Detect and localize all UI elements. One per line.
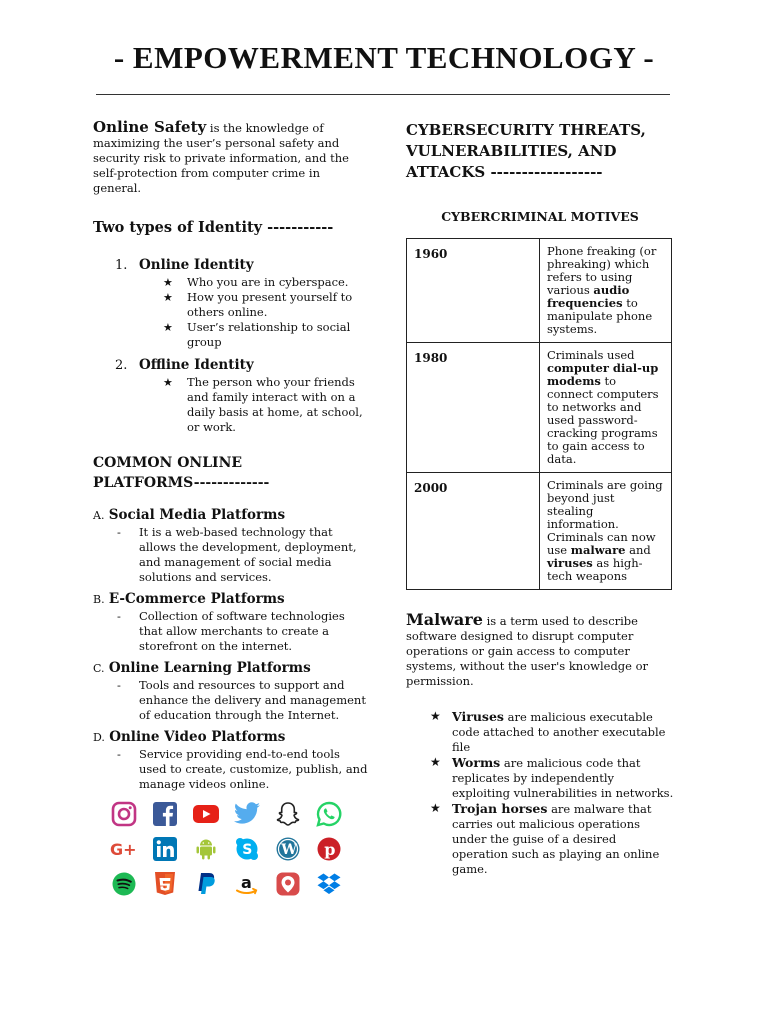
identity-item-online: [115, 254, 368, 350]
platform-letter: C.: [93, 662, 105, 675]
star-bullet-icon: ★: [430, 801, 441, 815]
linkedin-icon: [151, 835, 179, 863]
pinterest-icon: [315, 835, 343, 863]
malware-type-term: Viruses: [452, 709, 504, 724]
motive-year: 1980: [407, 343, 540, 473]
online-safety-definition: is the knowledge of maximizing the user’s personal safety and security risk to private information, and the self-protection from computer crime in general.: [93, 121, 349, 195]
platform-social-media: [93, 507, 368, 585]
google-plus-icon: [110, 835, 138, 863]
list-item: [430, 801, 674, 877]
platforms-heading: COMMON ONLINE PLATFORMS-------------: [93, 455, 270, 491]
list-item: - It is a web-based technology that allows the development, deployment, and management of social media solutions and services.: [117, 525, 357, 584]
facebook-icon: [151, 800, 179, 828]
platform-letter: D.: [93, 731, 105, 744]
platform-label: Social Media Platforms: [108, 507, 286, 523]
malware-term: Malware: [406, 610, 483, 629]
identity-points: [115, 375, 368, 435]
motives-table: [406, 238, 672, 590]
identity-number: 1.: [115, 258, 128, 273]
motive-description: [540, 343, 672, 473]
platform-letter: B.: [93, 593, 105, 606]
motive-description: [540, 473, 672, 590]
list-item: [163, 290, 368, 320]
motive-text: to connect computers to networks and used password-cracking programs to gain access to data.: [547, 374, 659, 466]
motive-keyword: viruses: [547, 556, 593, 570]
left-column: [93, 120, 368, 798]
online-safety-paragraph: [93, 120, 368, 196]
table-row: [407, 473, 672, 590]
android-icon: [192, 835, 220, 863]
platform-label: Online Learning Platforms: [108, 660, 311, 676]
list-item: - Collection of software technologies that allow merchants to create a storefront on the internet.: [117, 609, 345, 653]
svg-text:W: W: [281, 842, 298, 858]
table-row: [407, 343, 672, 473]
list-item: - Service providing end-to-end tools used to create, customize, publish, and manage videos online.: [117, 747, 368, 791]
malware-type-term: Worms: [452, 755, 501, 770]
identity-list: [93, 254, 368, 435]
malware-type-desc: are malicious code that replicates by independently exploiting vulnerabilities in networks.: [452, 756, 674, 800]
platform-online-video: [93, 729, 368, 792]
motive-text: Phone freaking (or phreaking) which refers to using various: [547, 244, 657, 297]
identity-item-offline: [115, 354, 368, 435]
identity-label: Online Identity: [139, 257, 254, 273]
motives-heading: CYBERCRIMINAL MOTIVES: [441, 209, 639, 224]
spotify-icon: [110, 870, 138, 898]
twitter-icon: [233, 800, 261, 828]
point-text: Who you are in cyberspace.: [187, 275, 349, 289]
identity-label: Offline Identity: [139, 357, 254, 373]
periscope-icon: [274, 870, 302, 898]
platform-letter: A.: [93, 509, 105, 522]
motive-keyword: audio frequencies: [547, 283, 630, 310]
motive-keyword: malware: [570, 543, 626, 557]
table-row: [407, 239, 672, 343]
right-column: [406, 120, 674, 877]
online-safety-term: Online Safety: [93, 118, 207, 136]
identity-number: 2.: [115, 358, 128, 373]
svg-text:p: p: [324, 840, 336, 859]
svg-text:a: a: [241, 873, 252, 892]
social-icons-grid: [110, 800, 350, 905]
list-item: [430, 755, 674, 801]
malware-type-desc: are malware that carries out malicious operations under the guise of a desired operation such as playing an online game.: [452, 802, 660, 876]
platform-label: Online Video Platforms: [109, 729, 286, 745]
motive-description: [540, 239, 672, 343]
svg-text:S: S: [242, 842, 253, 859]
svg-text:G+: G+: [110, 840, 137, 859]
star-bullet-icon: ★: [430, 709, 441, 723]
identity-points: [115, 275, 368, 350]
malware-types: [406, 709, 674, 877]
list-item: [163, 375, 368, 435]
youtube-icon: [192, 800, 220, 828]
star-bullet-icon: ★: [163, 291, 173, 304]
motive-text: Criminals are going beyond just stealing information. Criminals can now use: [547, 478, 663, 557]
star-bullet-icon: ★: [430, 755, 441, 769]
point-text: The person who your friends and family interact with on a daily basis at home, at school, or work.: [187, 375, 363, 434]
point-text: How you present yourself to others online.: [187, 290, 353, 319]
platform-desc: Collection of software technologies that allow merchants to create a storefront on the internet.: [139, 609, 345, 653]
motive-keyword: computer dial-up modems: [547, 361, 659, 388]
platform-ecommerce: [93, 591, 368, 654]
wordpress-icon: [274, 835, 302, 863]
point-text: User’s relationship to social group: [187, 320, 351, 349]
list-item: [430, 709, 674, 755]
platform-desc: It is a web-based technology that allows the development, deployment, and management of social media solutions and services.: [139, 525, 357, 584]
motive-text: and: [625, 543, 651, 557]
list-item: - Tools and resources to support and enhance the delivery and management of education through the Internet.: [117, 678, 366, 722]
motive-text: as high-tech weapons: [547, 556, 643, 583]
motive-year: 1960: [407, 239, 540, 343]
star-bullet-icon: ★: [163, 376, 173, 389]
platform-online-learning: [93, 660, 368, 723]
skype-icon: [233, 835, 261, 863]
star-bullet-icon: ★: [163, 276, 173, 289]
cyber-heading: CYBERSECURITY THREATS, VULNERABILITIES, AND ATTACKS ------------------: [406, 121, 646, 181]
malware-type-desc: are malicious executable code attached to another executable file: [452, 710, 666, 754]
list-item: [163, 275, 368, 290]
whatsapp-icon: [315, 800, 343, 828]
malware-paragraph: [406, 612, 674, 689]
title-divider: [96, 94, 670, 95]
identity-heading: Two types of Identity -----------: [93, 219, 334, 236]
platform-label: E-Commerce Platforms: [108, 591, 285, 607]
malware-definition: is a term used to describe software designed to disrupt computer operations or gain access to computer systems, without the user's knowledge or permission.: [406, 614, 649, 688]
paypal-icon: [192, 870, 220, 898]
instagram-icon: [110, 800, 138, 828]
dropbox-icon: [315, 870, 343, 898]
list-item: [163, 320, 368, 350]
motive-text: to manipulate phone systems.: [547, 296, 653, 336]
motive-year: 2000: [407, 473, 540, 590]
platform-desc: Tools and resources to support and enhance the delivery and management of education through the Internet.: [139, 678, 366, 722]
amazon-icon: [233, 870, 261, 898]
platform-desc: Service providing end-to-end tools used to create, customize, publish, and manage videos online.: [139, 747, 368, 791]
snapchat-icon: [274, 800, 302, 828]
html5-icon: [151, 870, 179, 898]
page-title: - EMPOWERMENT TECHNOLOGY -: [113, 40, 655, 75]
malware-type-term: Trojan horses: [452, 801, 548, 816]
motive-text: Criminals used: [547, 348, 635, 362]
star-bullet-icon: ★: [163, 321, 173, 334]
